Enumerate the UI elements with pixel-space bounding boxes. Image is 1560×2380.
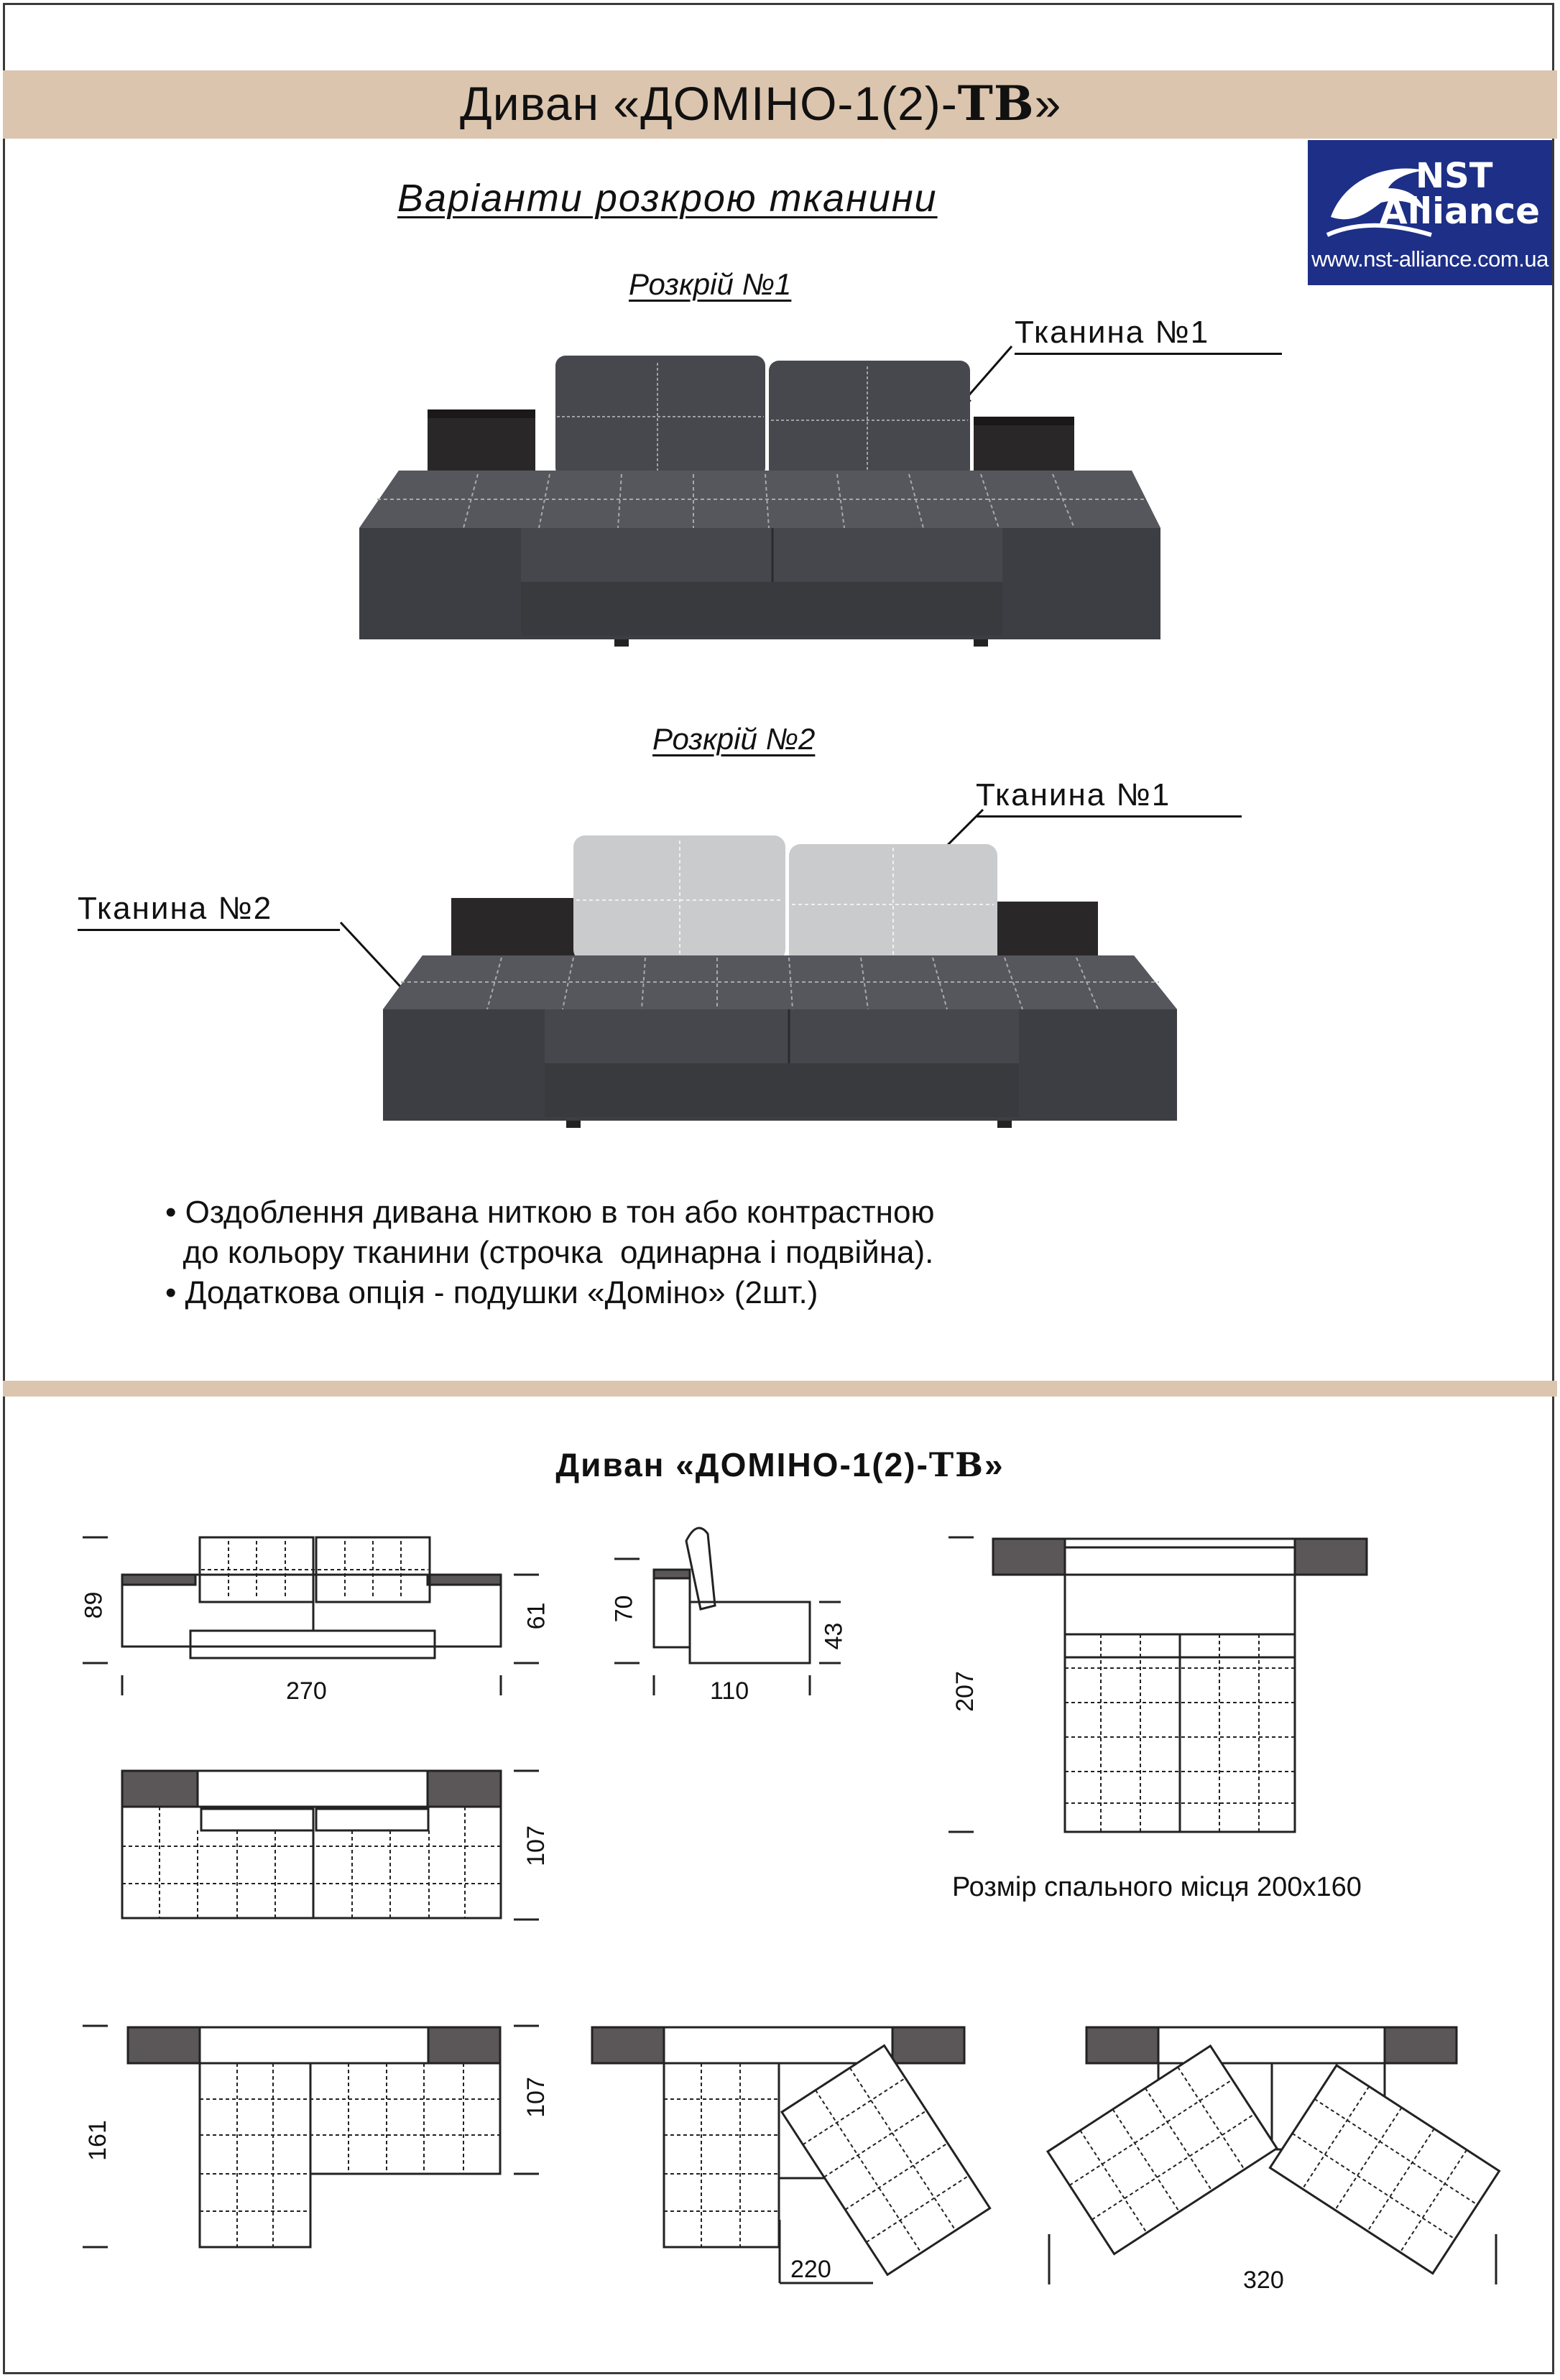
drawings-title: Диван «ДОМІНО-1(2)-ТВ»	[555, 1445, 1005, 1484]
dim-side-seat-height: 43	[820, 1622, 848, 1650]
logo-nst: NST	[1416, 156, 1493, 196]
sofa-photo-1	[356, 352, 1175, 654]
bed-size-caption: Розмір спального місця 200х160	[952, 1872, 1362, 1902]
dim-v-width: 320	[1243, 2266, 1284, 2294]
dim-side-depth: 110	[710, 1677, 749, 1705]
v-layout-drawing	[1048, 2027, 1499, 2284]
variant1-heading: Розкрій №1	[629, 267, 792, 301]
front-view-drawing	[83, 1537, 539, 1695]
list-item: до кольору тканини (строчка одинарна і подвійна).	[165, 1235, 934, 1270]
divider-band	[3, 1381, 1557, 1397]
variant2-heading: Розкрій №2	[652, 722, 816, 756]
dim-front-width: 270	[286, 1677, 327, 1705]
side-view-drawing	[614, 1528, 841, 1695]
variant2-fabric2-label: Тканина №2	[78, 891, 272, 927]
list-item: • Додаткова опція - подушки «Доміно» (2шт.)	[165, 1275, 818, 1310]
brand-logo[interactable]	[1308, 140, 1552, 285]
technical-drawings	[0, 1480, 1560, 2378]
page-title: Диван «ДОМІНО-1(2)-ТВ»	[460, 75, 1062, 131]
variant2-fabric1-label: Тканина №1	[976, 777, 1171, 813]
list-item: • Оздоблення дивана ниткою в тон або контрастною	[165, 1195, 935, 1230]
feature-list	[165, 1193, 934, 1313]
sofa-photo-2	[379, 830, 1184, 1131]
angled-layout-drawing	[592, 2027, 990, 2283]
dim-top-depth: 107	[522, 1825, 550, 1866]
dim-front-height: 89	[80, 1591, 108, 1619]
dim-corner-seat-depth: 107	[522, 2077, 550, 2118]
dim-front-seat-height: 61	[522, 1602, 550, 1630]
variant1-fabric1-label: Тканина №1	[1015, 315, 1209, 351]
dim-bed-length: 207	[951, 1671, 979, 1712]
top-view-drawing	[122, 1771, 539, 1920]
dim-corner-depth: 161	[83, 2120, 111, 2161]
logo-alliance: Alliance	[1380, 190, 1540, 232]
dim-side-back-height: 70	[610, 1595, 638, 1623]
bed-top-view-drawing	[949, 1537, 1367, 1832]
dim-angle-width: 220	[790, 2256, 831, 2283]
section-heading: Варіанти розкрою тканини	[397, 177, 938, 220]
corner-layout-drawing	[83, 2026, 539, 2247]
logo-url[interactable]: www.nst-alliance.com.ua	[1311, 246, 1549, 272]
